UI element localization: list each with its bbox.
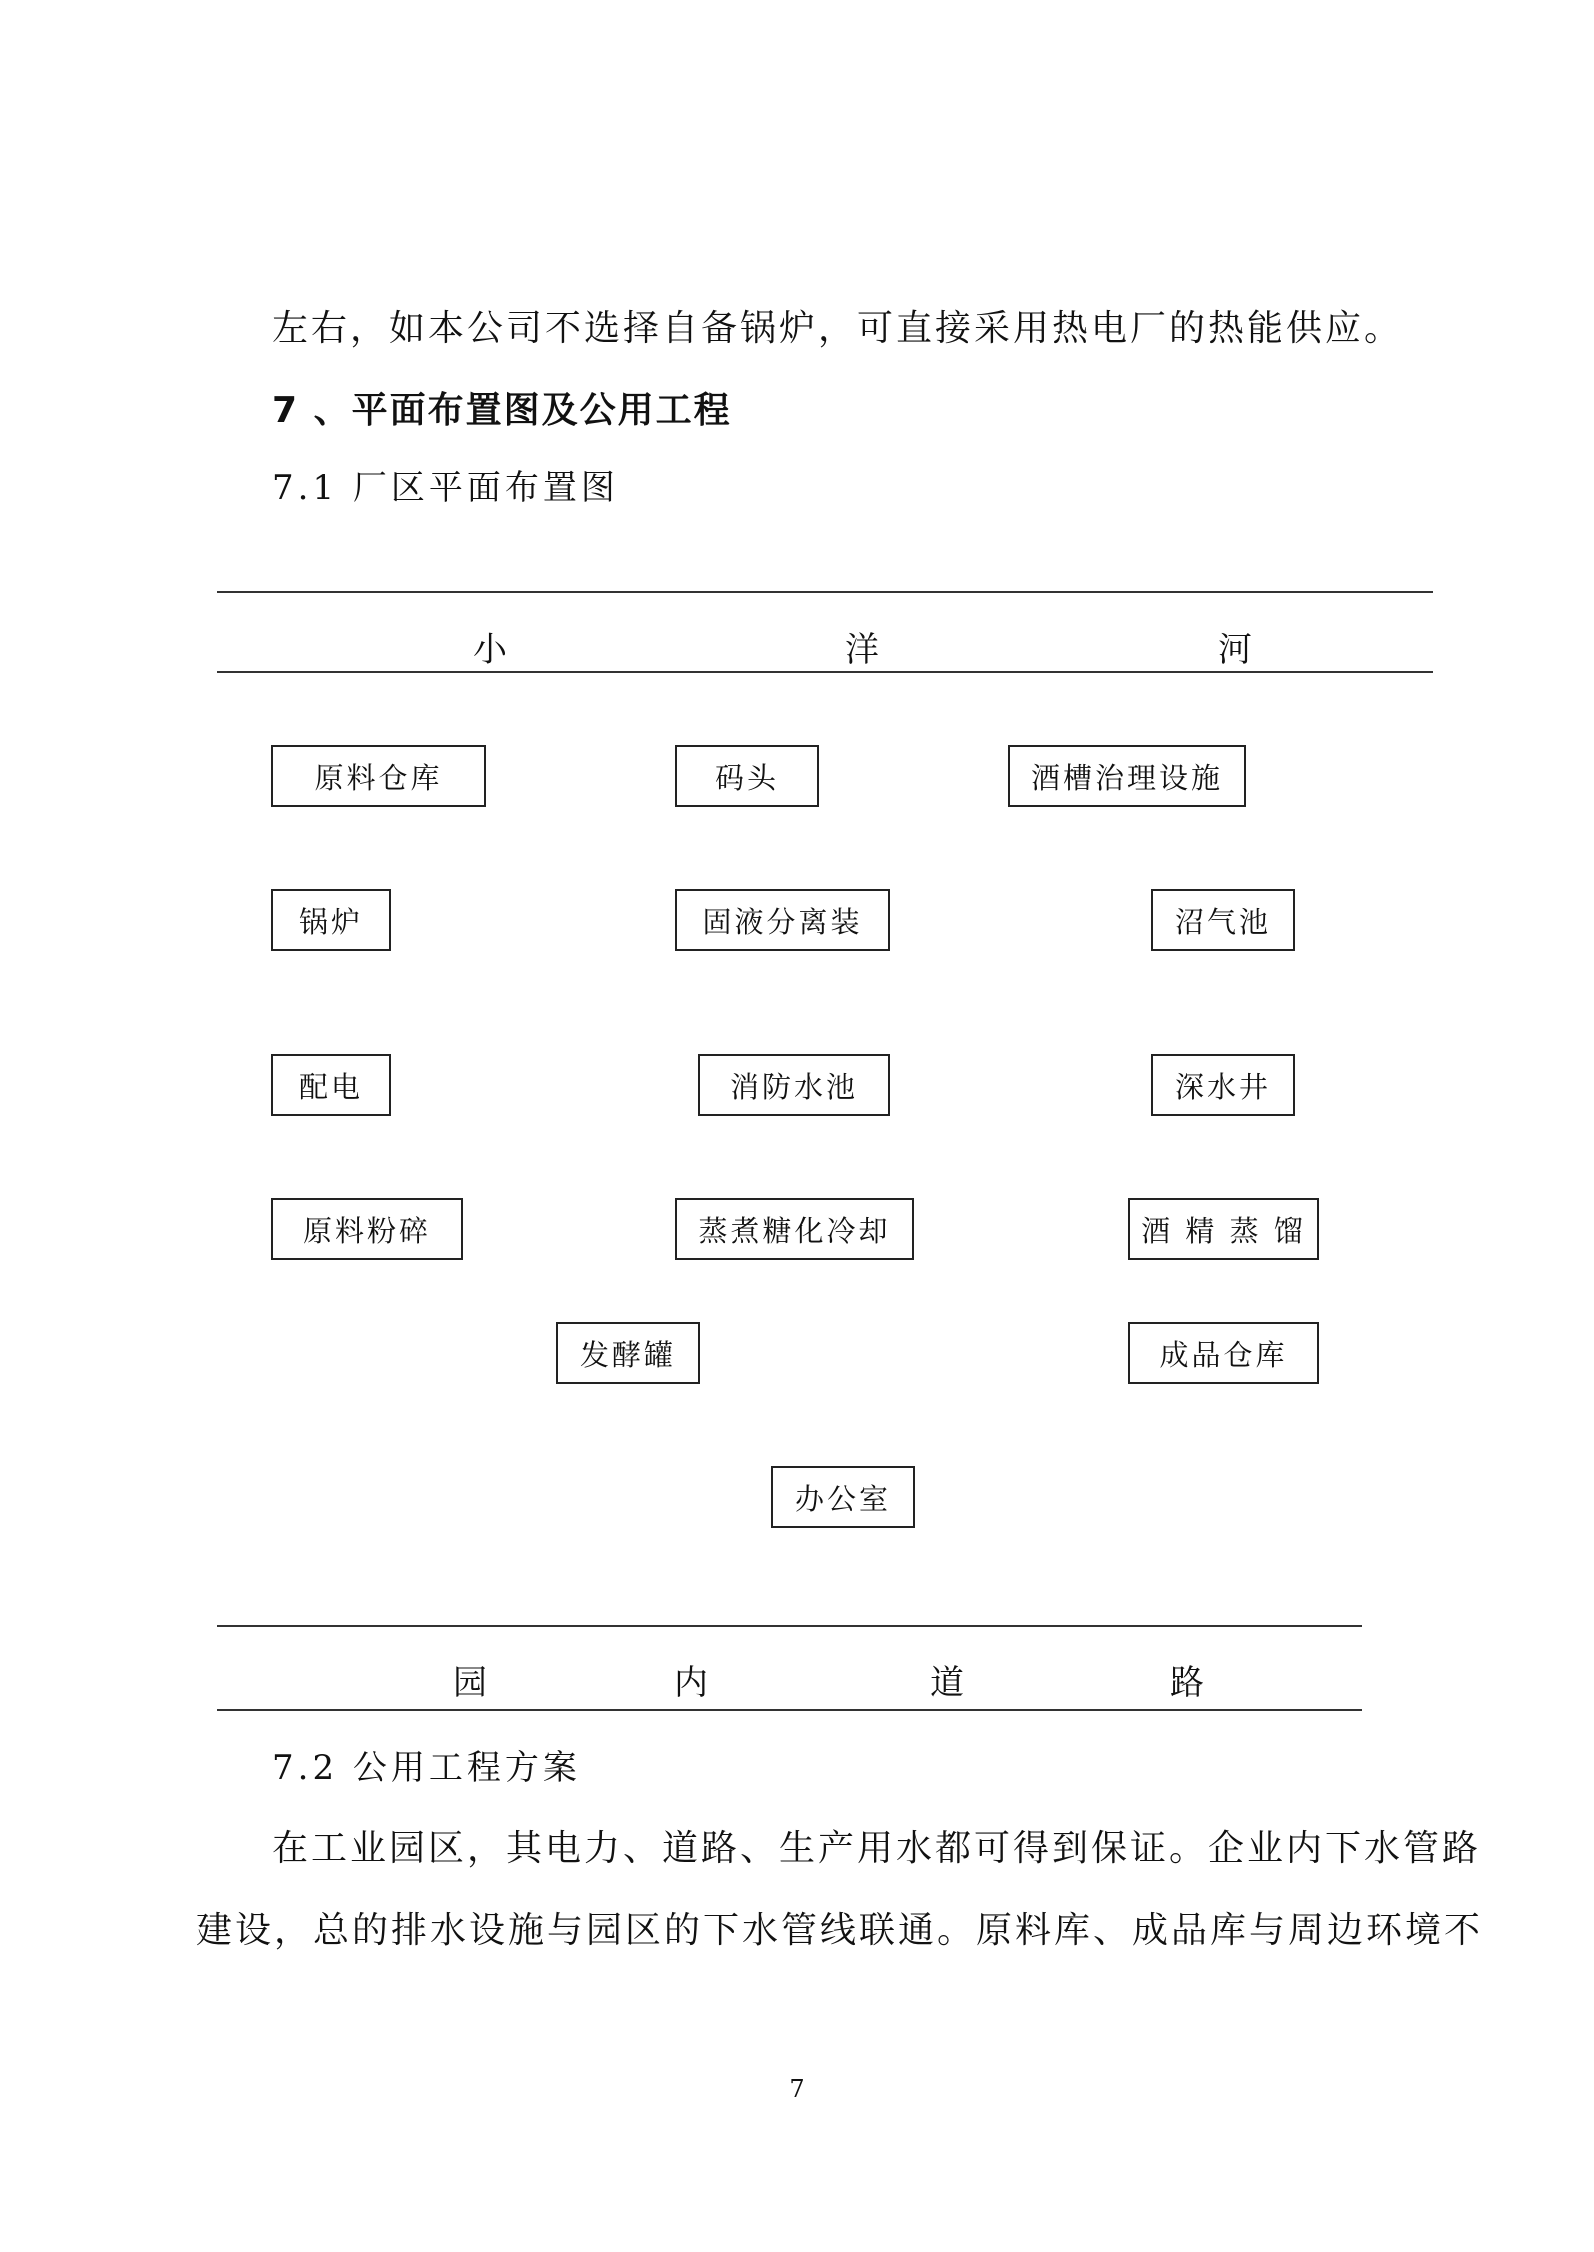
box-product-warehouse: 成品仓库: [1128, 1322, 1319, 1384]
river-top-line: [217, 591, 1433, 593]
box-fermentation-tank: 发酵罐: [556, 1322, 700, 1384]
section-7-2-title: 7.2 公用工程方案: [272, 1748, 581, 1788]
river-bottom-line: [217, 671, 1433, 673]
road-label-char: 道: [930, 1663, 964, 1703]
box-power-distribution: 配电: [271, 1054, 391, 1116]
body-paragraph-line: 在工业园区，其电力、道路、生产用水都可得到保证。企业内下水管路: [272, 1828, 1482, 1869]
box-raw-warehouse: 原料仓库: [271, 745, 486, 807]
box-deep-well: 深水井: [1151, 1054, 1295, 1116]
box-fire-pool: 消防水池: [698, 1054, 890, 1116]
body-paragraph-line: 建设，总的排水设施与园区的下水管线联通。原料库、成品库与周边环境不: [196, 1910, 1484, 1951]
road-label-char: 园: [453, 1663, 487, 1703]
box-dock: 码头: [675, 745, 819, 807]
road-bottom-line: [217, 1709, 1362, 1711]
road-label-char: 内: [674, 1663, 708, 1703]
road-top-line: [217, 1625, 1362, 1627]
river-label-char: 小: [473, 630, 507, 670]
box-office: 办公室: [771, 1466, 915, 1528]
road-label-char: 路: [1170, 1663, 1204, 1703]
box-vinasse-treatment: 酒槽治理设施: [1008, 745, 1246, 807]
river-label-char: 河: [1218, 630, 1252, 670]
box-solid-liquid-separator: 固液分离装: [675, 889, 890, 951]
section-7-1-title: 7.1 厂区平面布置图: [272, 468, 619, 508]
box-biogas-tank: 沼气池: [1151, 889, 1295, 951]
box-cooking-saccharification: 蒸煮糖化冷却: [675, 1198, 914, 1260]
box-boiler: 锅炉: [271, 889, 391, 951]
section-7-title: 7 、平面布置图及公用工程: [272, 390, 732, 431]
page-number: 7: [789, 2075, 805, 2103]
box-raw-crushing: 原料粉碎: [271, 1198, 463, 1260]
intro-line: 左右，如本公司不选择自备锅炉，可直接采用热电厂的热能供应。: [272, 308, 1404, 349]
box-alcohol-distillation: 酒 精 蒸 馏: [1128, 1198, 1319, 1260]
river-label-char: 洋: [845, 630, 879, 670]
